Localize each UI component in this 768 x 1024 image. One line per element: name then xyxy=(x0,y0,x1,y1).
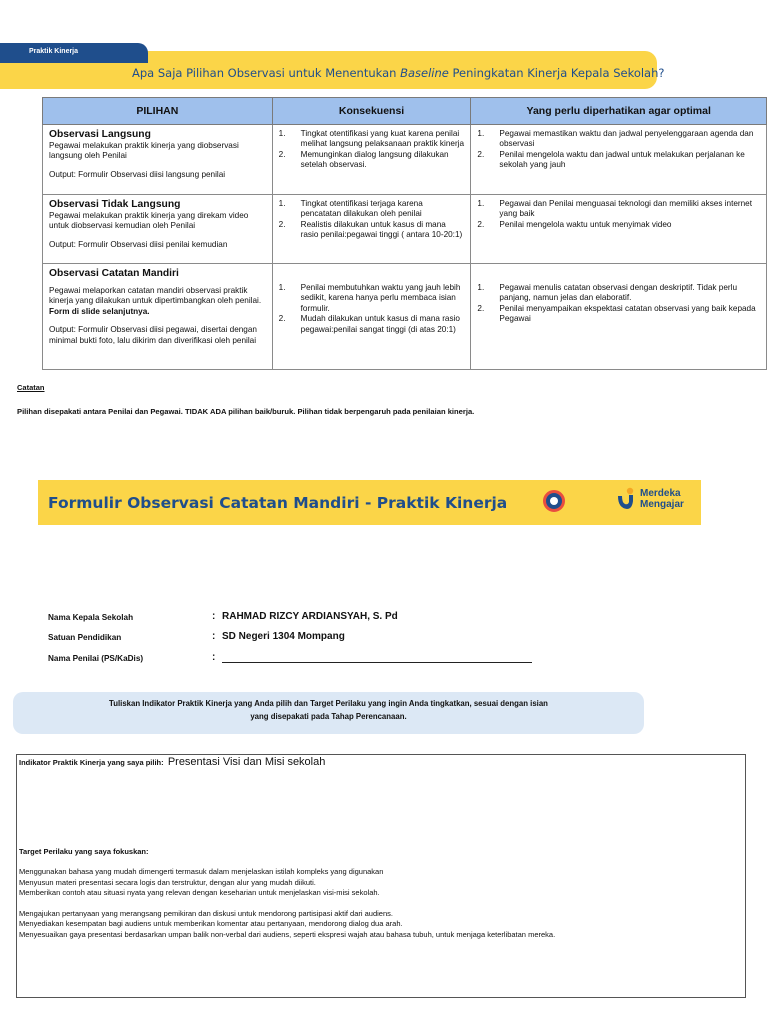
indikator-value: Presentasi Visi dan Misi sekolah xyxy=(167,756,326,768)
section-tag: Praktik Kinerja xyxy=(0,43,148,63)
tut-wuri-emblem-icon xyxy=(543,490,565,512)
optimal-cell xyxy=(471,264,767,370)
option-description: Pegawai melakukan praktik kinerja yang direkam video untuk diobservasi kemudian oleh Penilai xyxy=(49,211,249,231)
merdeka-mengajar-wordmark: Merdeka Mengajar xyxy=(640,488,684,510)
question-emphasis: Baseline xyxy=(400,66,449,80)
target-item: Menyediakan kesempatan bagi audiens untuk memberikan komentar atau pertanyaan, mendorong dialog dua arah. xyxy=(19,919,403,928)
option-output: Output: Formulir Observasi diisi langsung penilai xyxy=(49,169,226,179)
consequence-cell xyxy=(272,264,471,370)
instruction-box: Tuliskan Indikator Praktik Kinerja yang Anda pilih dan Target Perilaku yang ingin Anda tingkatkan, sesuai dengan isian yang disepakati pada Tahap Perencanaan. xyxy=(13,692,644,734)
field-label-satuan-pendidikan: Satuan Pendidikan xyxy=(48,633,122,642)
option-description: Pegawai melaporkan catatan mandiri observasi praktik kinerja yang dilakukan untuk dipertimbangkan oleh penilai. Form di slide selanjutnya. xyxy=(49,286,262,316)
list-item: 1. Pegawai dan Penilai menguasai teknologi dan memiliki akses internet yang baik xyxy=(477,199,753,219)
field-value-kepala-sekolah: RAHMAD RIZCY ARDIANSYAH, S. Pd xyxy=(222,611,398,622)
observation-options-table xyxy=(42,97,767,370)
field-colon: : xyxy=(212,652,216,663)
list-item: 2. Penilai mengelola waktu untuk menyimak video xyxy=(477,219,672,229)
option-output: Output: Formulir Observasi diisi pegawai, disertai dengan minimal bukti foto, lalu dikirim dan diverifikasi oleh penilai xyxy=(49,325,257,345)
option-cell xyxy=(43,195,273,264)
merdeka-mengajar-logo-icon xyxy=(615,486,637,514)
header-optimal: Yang perlu diperhatikan agar optimal xyxy=(471,98,767,125)
optimal-cell xyxy=(471,125,767,195)
target-label: Target Perilaku yang saya fokuskan: xyxy=(19,846,149,856)
note-text: Pilihan disepakati antara Penilai dan Pegawai. TIDAK ADA pilihan baik/buruk. Pilihan tidak berpengaruh pada penilaian kinerja. xyxy=(17,407,475,416)
indikator-line xyxy=(19,757,743,769)
list-item: 1. Pegawai menulis catatan observasi dengan deskriptif. Tidak perlu panjang, namun jelas dan elaboratif. xyxy=(477,283,737,303)
note-title: Catatan xyxy=(17,383,45,392)
response-box xyxy=(16,754,746,998)
table-row xyxy=(43,264,767,370)
target-item: Memberikan contoh atau situasi nyata yang relevan dengan keseharian untuk menjelaskan visi-misi sekolah. xyxy=(19,888,380,897)
consequence-cell xyxy=(272,195,471,264)
header-konsekuensi: Konsekuensi xyxy=(272,98,471,125)
target-item: Mengajukan pertanyaan yang merangsang pemikiran dan diskusi untuk mendorong partisipasi aktif dari audiens. xyxy=(19,908,393,918)
option-title: Observasi Langsung xyxy=(49,129,151,140)
target-item: Menyusun materi presentasi secara logis dan terstruktur, dengan alur yang mudah diikuti. xyxy=(19,877,316,887)
list-item: 1. Penilai membutuhkan waktu yang jauh lebih sedikit, karena hanya perlu membaca isian formulir. xyxy=(278,283,461,313)
list-item: 2. Mudah dilakukan untuk kasus di mana rasio pegawai:penilai sangat tinggi (di atas 20:1) xyxy=(278,314,460,334)
header-pilihan: PILIHAN xyxy=(43,98,273,125)
list-item: 2. Realistis dilakukan untuk kasus di mana rasio penilai:pegawai tinggi ( antara 10-20:1) xyxy=(278,219,463,240)
list-item: 2. Penilai mengelola waktu dan jadwal untuk melakukan perjalanan ke sekolah yang jauh xyxy=(477,149,745,170)
table-row xyxy=(43,195,767,264)
option-description: Pegawai melakukan praktik kinerja yang diobservasi langsung oleh Penilai xyxy=(49,141,239,161)
field-value-satuan-pendidikan: SD Negeri 1304 Mompang xyxy=(222,631,345,642)
list-item: 2. Memunginkan dialog langsung dilakukan setelah observasi. xyxy=(278,149,449,170)
question-part1: Apa Saja Pilihan Observasi untuk Menentukan xyxy=(132,66,401,80)
question-part2: Peningkatan Kinerja Kepala Sekolah? xyxy=(448,66,665,80)
option-output: Output: Formulir Observasi diisi penilai kemudian xyxy=(49,239,228,249)
field-colon: : xyxy=(212,611,216,622)
indikator-label: Indikator Praktik Kinerja yang saya pilih: xyxy=(19,758,164,767)
field-label-kepala-sekolah: Nama Kepala Sekolah xyxy=(48,613,134,622)
field-label-nama-penilai: Nama Penilai (PS/KaDis) xyxy=(48,654,144,663)
option-title: Observasi Tidak Langsung xyxy=(49,199,181,210)
list-item: 1. Tingkat otentifikasi yang kuat karena penilai melihat langsung pelaksanaan praktik kinerja xyxy=(278,129,465,149)
optimal-cell xyxy=(471,195,767,264)
target-item: Menggunakan bahasa yang mudah dimengerti termasuk dalam menjelaskan istilah kompleks yang digunakan xyxy=(19,867,384,876)
list-item: 1. Pegawai memastikan waktu dan jadwal penyelenggaraan agenda dan observasi xyxy=(477,129,754,149)
form-title: Formulir Observasi Catatan Mandiri - Praktik Kinerja xyxy=(38,480,701,525)
option-cell xyxy=(43,125,273,195)
target-item: Menyesuaikan gaya presentasi berdasarkan umpan balik non-verbal dari audiens, seperti ekspresi wajah atau bahasa tubuh, untuk menjaga keterlibatan mereka. xyxy=(19,929,556,939)
list-item: 2. Penilai menyampaikan ekspektasi catatan observasi yang baik kepada Pegawai xyxy=(477,303,756,324)
consequence-cell xyxy=(272,125,471,195)
table-row xyxy=(43,125,767,195)
blank-line xyxy=(222,662,532,663)
field-colon: : xyxy=(212,631,216,642)
form-note: Form di slide selanjutnya. xyxy=(49,306,150,316)
option-title: Observasi Catatan Mandiri xyxy=(49,268,179,279)
list-item: 1. Tingkat otentifikasi terjaga karena pencatatan dilakukan oleh penilai xyxy=(278,199,423,219)
option-cell xyxy=(43,264,273,370)
